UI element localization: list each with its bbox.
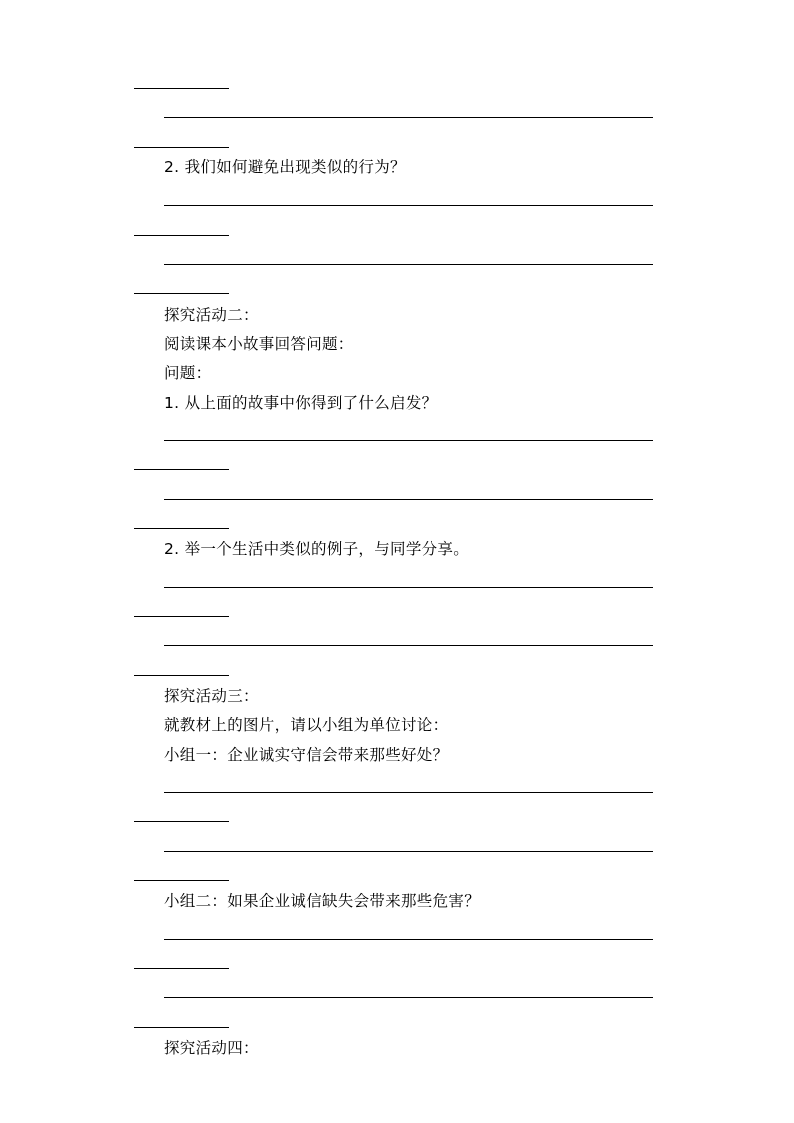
- answer-line: [134, 821, 229, 822]
- activity4-title: 探究活动四：: [164, 1039, 259, 1057]
- activity3-instruction: 就教材上的图片，请以小组为单位讨论：: [164, 716, 449, 734]
- answer-line: [164, 851, 653, 852]
- answer-line: [134, 1027, 229, 1028]
- question-example: 2. 举一个生活中类似的例子，与同学分享。: [164, 540, 470, 558]
- activity2-instruction: 阅读课本小故事回答问题：: [164, 335, 354, 353]
- group2-question: 小组二：如果企业诚信缺失会带来那些危害？: [164, 892, 481, 910]
- answer-line: [134, 235, 229, 236]
- answer-line: [134, 88, 229, 89]
- answer-line: [164, 205, 653, 206]
- answer-line: [134, 880, 229, 881]
- answer-line: [134, 293, 229, 294]
- answer-line: [134, 469, 229, 470]
- answer-line: [164, 499, 653, 500]
- answer-line: [164, 792, 653, 793]
- answer-line: [134, 528, 229, 529]
- group1-question: 小组一：企业诚实守信会带来那些好处？: [164, 746, 449, 764]
- activity3-title: 探究活动三：: [164, 687, 259, 705]
- answer-line: [164, 587, 653, 588]
- answer-line: [164, 645, 653, 646]
- answer-line: [134, 675, 229, 676]
- answer-line: [134, 616, 229, 617]
- answer-line: [164, 440, 653, 441]
- answer-line: [134, 147, 229, 148]
- question-prevent-behavior: 2. 我们如何避免出现类似的行为？: [164, 158, 406, 176]
- answer-line: [164, 264, 653, 265]
- questions-label: 问题：: [164, 364, 212, 382]
- answer-line: [134, 968, 229, 969]
- question-inspiration: 1. 从上面的故事中你得到了什么启发？: [164, 394, 438, 412]
- answer-line: [164, 939, 653, 940]
- answer-line: [164, 117, 653, 118]
- answer-line: [164, 997, 653, 998]
- activity2-title: 探究活动二：: [164, 306, 259, 324]
